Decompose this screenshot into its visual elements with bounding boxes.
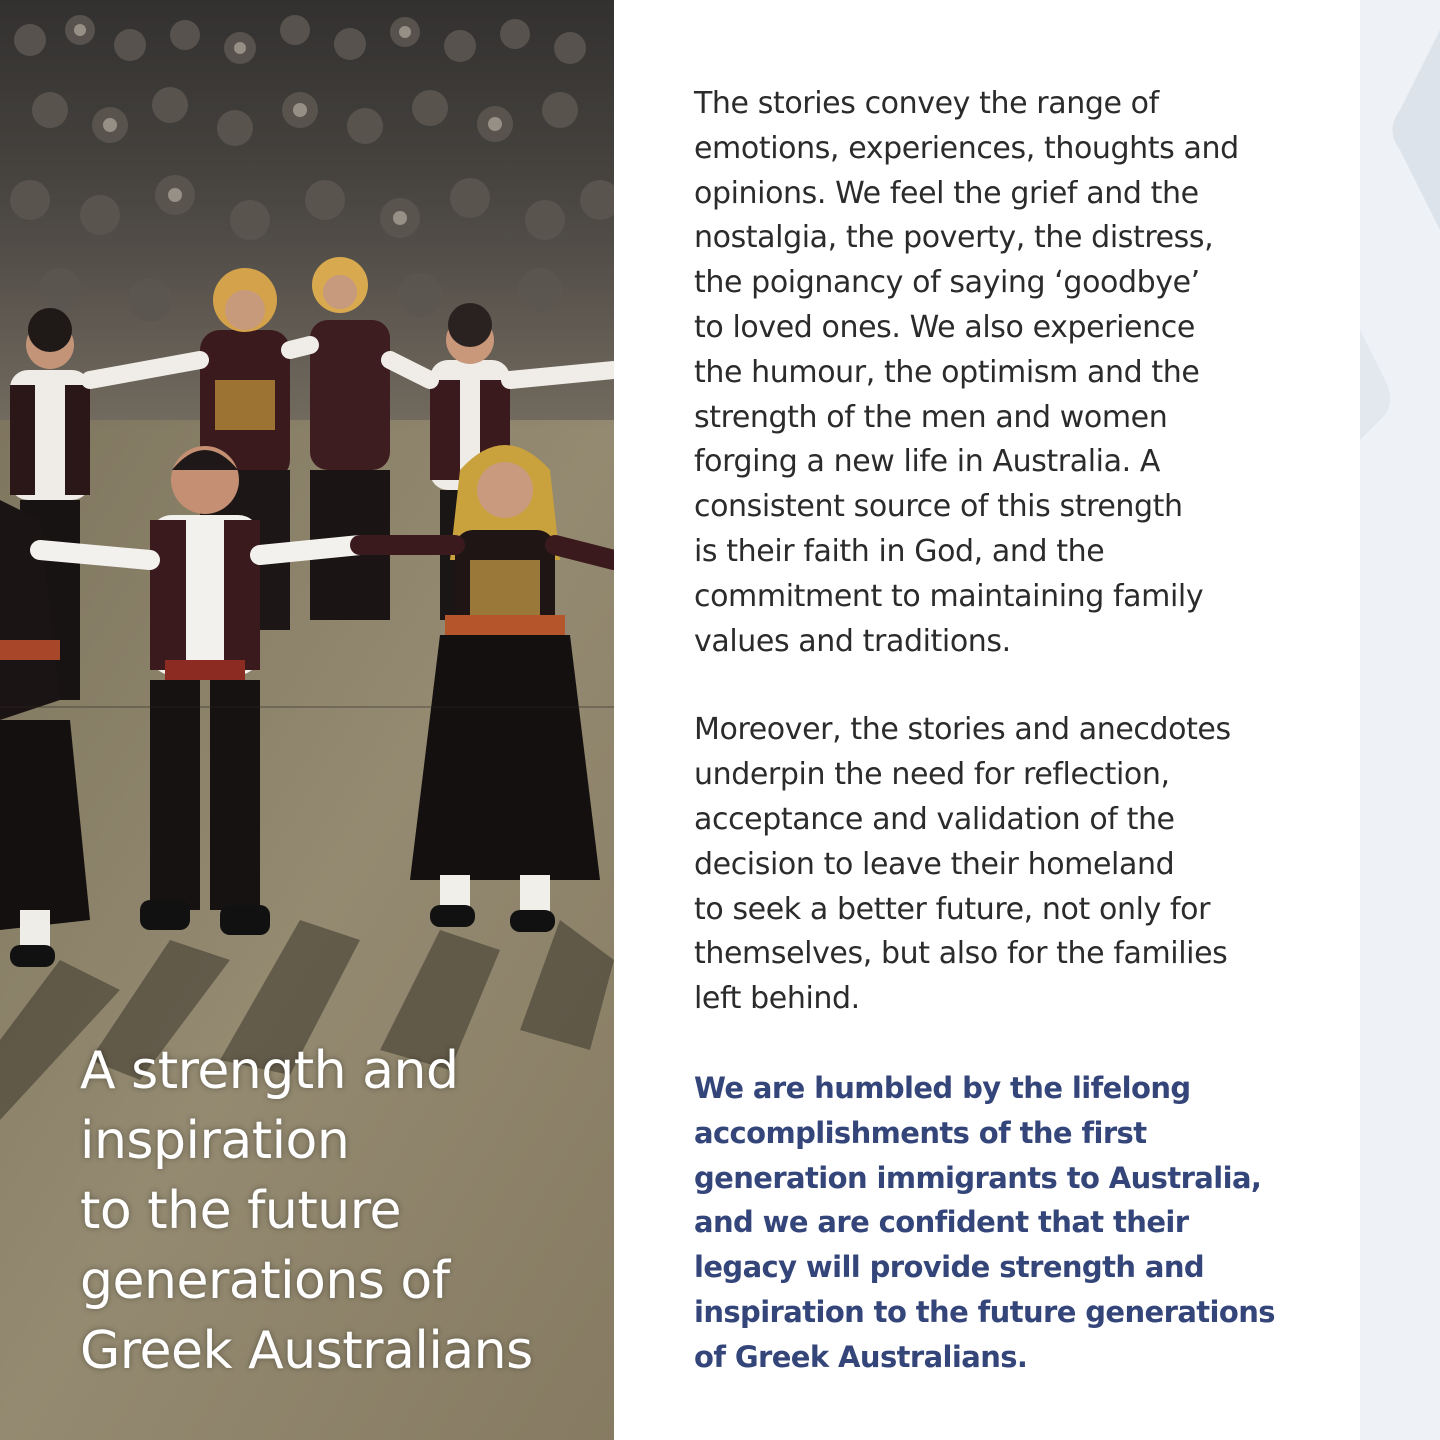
photo-caption: A strength and inspiration to the future generations of Greek Australians [80, 1041, 533, 1381]
body-text-column [694, 82, 1294, 1380]
decorative-side-strip [1360, 0, 1440, 1440]
dancers-photo [0, 0, 614, 1440]
body-paragraph: Moreover, the stories and anecdotes underpin the need for reflection, acceptance and validation of the decision to leave their homeland to seek a better future, not only for themselves, but also for the families left behind. [694, 712, 1231, 1017]
chevron-decoration-icon [1360, 0, 1440, 1440]
closing-statement: We are humbled by the lifelong accomplishments of the first generation immigrants to Australia, and we are confident that their legacy will provide strength and inspiration to the future generations of Greek Australians. [694, 1070, 1275, 1374]
body-paragraph: The stories convey the range of emotions, experiences, thoughts and opinions. We feel the grief and the nostalgia, the poverty, the distress, the poignancy of saying ‘goodbye’ to loved ones. We also experience the humour, the optimism and the strength of the men and women forging a new life in Australia. A consistent source of this strength is their faith in God, and the commitment to maintaining family values and traditions. [694, 86, 1239, 659]
